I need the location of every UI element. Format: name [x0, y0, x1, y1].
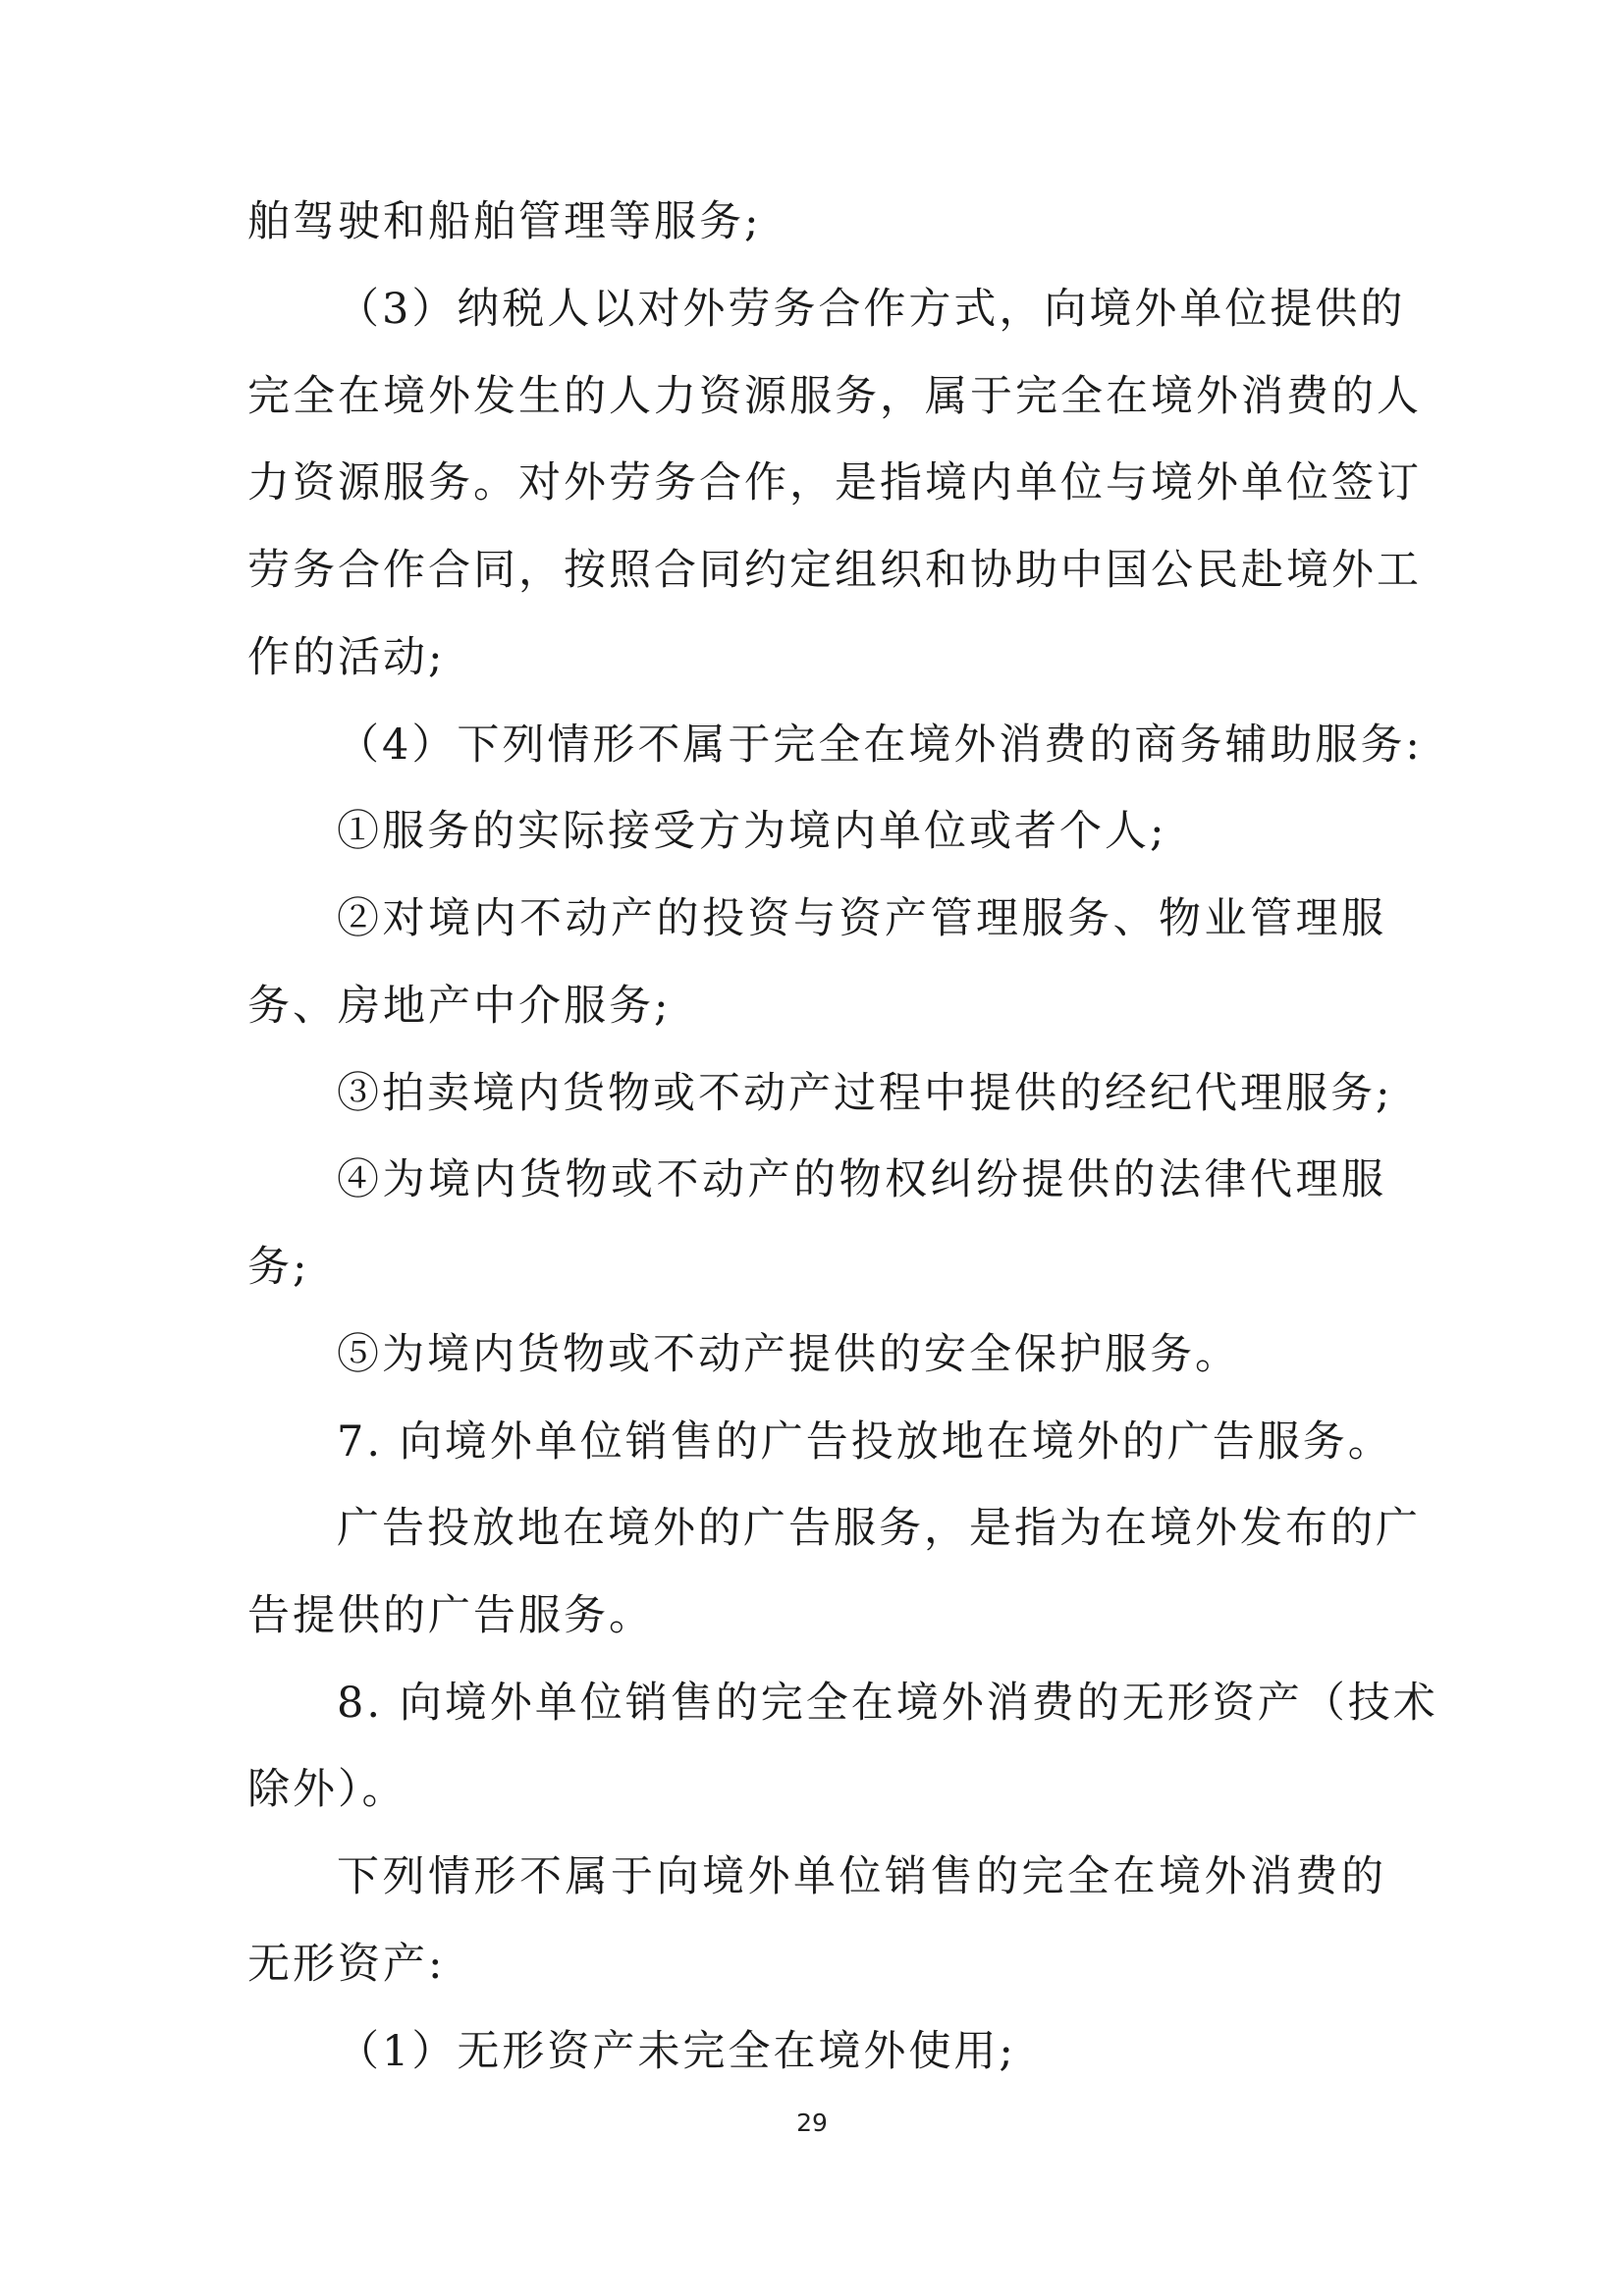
text-line-15: 7. 向境外单位销售的广告投放地在境外的广告服务。 [337, 1417, 1393, 1467]
text-line-19: 除外）。 [247, 1765, 407, 1814]
text-line-9: ②对境内不动产的投资与资产管理服务、物业管理服 [337, 894, 1386, 943]
text-line-14: ⑤为境内货物或不动产提供的安全保护服务。 [337, 1330, 1240, 1379]
text-line-1: 舶驾驶和船舶管理等服务; [247, 197, 762, 246]
text-line-6: 作的活动; [247, 633, 446, 682]
page-number: 29 [796, 2109, 828, 2137]
text-line-7: （4）下列情形不属于完全在境外消费的商务辅助服务: [337, 721, 1423, 770]
text-line-17: 告提供的广告服务。 [247, 1591, 654, 1640]
text-line-12: ④为境内货物或不动产的物权纠纷提供的法律代理服 [337, 1155, 1386, 1204]
text-line-18: 8. 向境外单位销售的完全在境外消费的无形资产（技术 [337, 1679, 1438, 1728]
text-line-3: 完全在境外发生的人力资源服务，属于完全在境外消费的人 [247, 372, 1422, 421]
text-line-20: 下列情形不属于向境外单位销售的完全在境外消费的 [337, 1852, 1386, 1901]
text-line-5: 劳务合作合同，按照合同约定组织和协助中国公民赴境外工 [247, 546, 1422, 595]
text-line-21: 无形资产: [247, 1940, 446, 1989]
text-line-8: ①服务的实际接受方为境内单位或者个人; [337, 807, 1167, 856]
text-line-13: 务; [247, 1243, 310, 1292]
text-line-10: 务、房地产中介服务; [247, 982, 672, 1031]
text-line-16: 广告投放地在境外的广告服务，是指为在境外发布的广 [337, 1504, 1421, 1553]
text-line-2: （3）纳税人以对外劳务合作方式，向境外单位提供的 [337, 285, 1406, 334]
text-line-11: ③拍卖境内货物或不动产过程中提供的经纪代理服务; [337, 1069, 1393, 1118]
text-line-22: （1）无形资产未完全在境外使用; [337, 2027, 1016, 2076]
text-line-4: 力资源服务。对外劳务合作，是指境内单位与境外单位签订 [247, 458, 1422, 507]
